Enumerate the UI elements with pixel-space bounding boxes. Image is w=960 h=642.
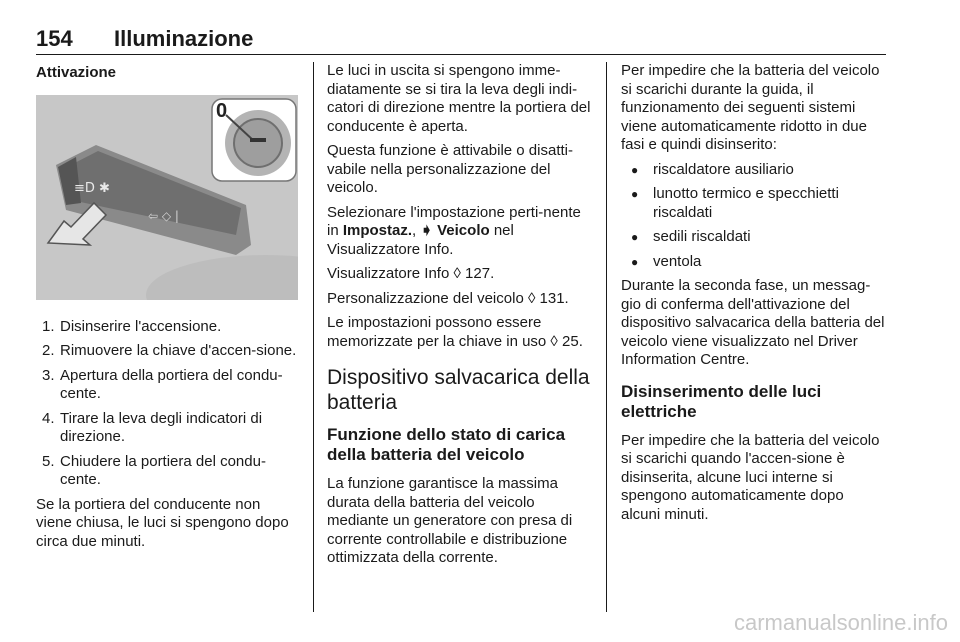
- menu-impostaz: Impostaz.: [342, 222, 413, 239]
- stalk-illustration: [36, 95, 298, 300]
- page-header: [36, 26, 886, 55]
- subsection-heading: Funzione dello stato di carica della batteria del veicolo: [327, 425, 566, 464]
- column-2: [327, 62, 591, 574]
- paragraph: Le impostazioni possono essere memorizzate per la chiave in uso ◊ 25.: [327, 314, 583, 350]
- cross-reference: Personalizzazione del veicolo ◊ 131.: [327, 289, 569, 307]
- paragraph: La funzione garantisce la massima durata della batteria del veicolo mediante un generatore con presa di corrente controllabile e distribuzione ottimizzata della corrente.: [327, 475, 573, 566]
- paragraph: Durante la seconda fase, un messag-gio di conferma dell'attivazione del dispositivo salvacarica della batteria del veicolo viene visualizzato nel Driver Information Centre.: [621, 277, 885, 368]
- svg-text:≡D ✱: ≡D ✱: [74, 180, 110, 196]
- paragraph: Le luci in uscita si spengono imme-diatamente se si tira la leva degli indi-catori di direzione mentre la portiera del conducente è aperta.: [327, 62, 591, 135]
- column-divider: [313, 62, 314, 612]
- list-item: 4. Tirare la leva degli indicatori di direzione.: [42, 409, 263, 445]
- page-number: 154: [36, 26, 73, 51]
- paragraph: Selezionare l'impostazione perti-nente in Impostaz., ➧ Veicolo nel Visualizzatore Info.: [327, 203, 581, 258]
- list-item: 1. Disinserire l'accensione.: [42, 317, 222, 335]
- column-1: [36, 62, 300, 557]
- list-item: ● ventola: [621, 253, 887, 272]
- subheading-attivazione: Attivazione: [36, 64, 117, 81]
- watermark: carmanualsonline.info: [733, 610, 948, 635]
- page-title: Illuminazione: [114, 26, 254, 51]
- paragraph: Per impedire che la batteria del veicolo si scarichi quando l'accen-sione è disinserita, alcune luci interne si spengono automaticamente dopo alcuni minuti.: [621, 431, 880, 523]
- arrow-icon: ➧: [420, 222, 433, 239]
- svg-text:⇦ ◇ |: ⇦ ◇ |: [148, 208, 179, 223]
- list-item: ● sedili riscaldati: [621, 228, 887, 247]
- menu-veicolo: Veicolo: [437, 222, 490, 239]
- column-3: [621, 62, 887, 530]
- list-item: ● riscaldatore ausiliario: [621, 161, 887, 180]
- key-position-label: 0: [216, 99, 228, 122]
- cross-reference: Visualizzatore Info ◊ 127.: [327, 265, 495, 282]
- column-divider: [606, 62, 607, 612]
- steps-list: [36, 318, 300, 490]
- list-item: 5. Chiudere la portiera del condu-cente.: [42, 452, 266, 488]
- paragraph: Per impedire che la batteria del veicolo si scarichi durante la guida, il funzionamento dei seguenti sistemi viene automaticamente ridotto in due fasi e quindi disinserito:: [621, 62, 880, 153]
- list-item: 2. Rimuovere la chiave d'accen-sione.: [42, 342, 297, 359]
- stalk-illustration-svg: [36, 95, 298, 300]
- list-item: 3. Apertura della portiera del condu-cente.: [42, 366, 283, 402]
- subsection-heading: Disinserimento delle luci elettriche: [621, 381, 822, 421]
- list-item: ● lunotto termico e specchietti riscaldati: [621, 185, 887, 222]
- paragraph: Questa funzione è attivabile o disatti-vabile nella personalizzazione del veicolo.: [327, 142, 573, 196]
- bullet-list: [621, 161, 887, 272]
- paragraph: Se la portiera del conducente non viene chiusa, le luci si spengono dopo circa due minuti.: [36, 495, 289, 550]
- section-heading: Dispositivo salvacarica della batteria: [327, 366, 590, 414]
